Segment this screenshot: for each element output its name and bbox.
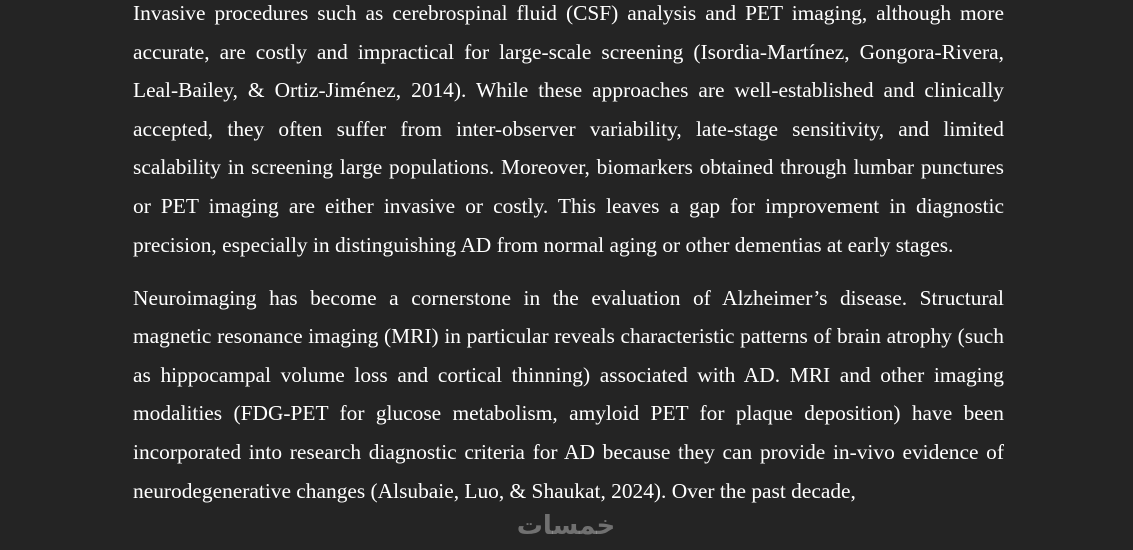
document-body — [133, 0, 1004, 510]
paragraph-neuroimaging: Neuroimaging has become a cornerstone in the evaluation of Alzheimer’s disease. Structural magnetic resonance imaging (MRI) in particular reveals characteristic patterns of brain atrophy (such as hippocampal volume loss and cortical thinning) associated with AD. MRI and other imaging modalities (FDG-PET for glucose metabolism, amyloid PET for plaque deposition) have been incorporated into research diagnostic criteria for AD because they can provide in-vivo evidence of neurodegenerative changes (Alsubaie, Luo, & Shaukat, 2024). Over the past decade, — [133, 285, 1004, 503]
watermark-logo: خمسات — [516, 511, 616, 541]
paragraph-invasive-procedures: Invasive procedures such as cerebrospinal fluid (CSF) analysis and PET imaging, although more accurate, are costly and impractical for large-scale screening (Isordia-Martínez, Gongora-Rivera, Leal-Bailey, & Ortiz-Jiménez, 2014). While these approaches are well-established and clinically accepted, they often suffer from inter-observer variability, late-stage sensitivity, and limited scalability in screening large populations. Moreover, biomarkers obtained through lumbar punctures or PET imaging are either invasive or costly. This leaves a gap for improvement in diagnostic precision, especially in distinguishing AD from normal aging or other dementias at early stages. — [133, 1, 1004, 257]
